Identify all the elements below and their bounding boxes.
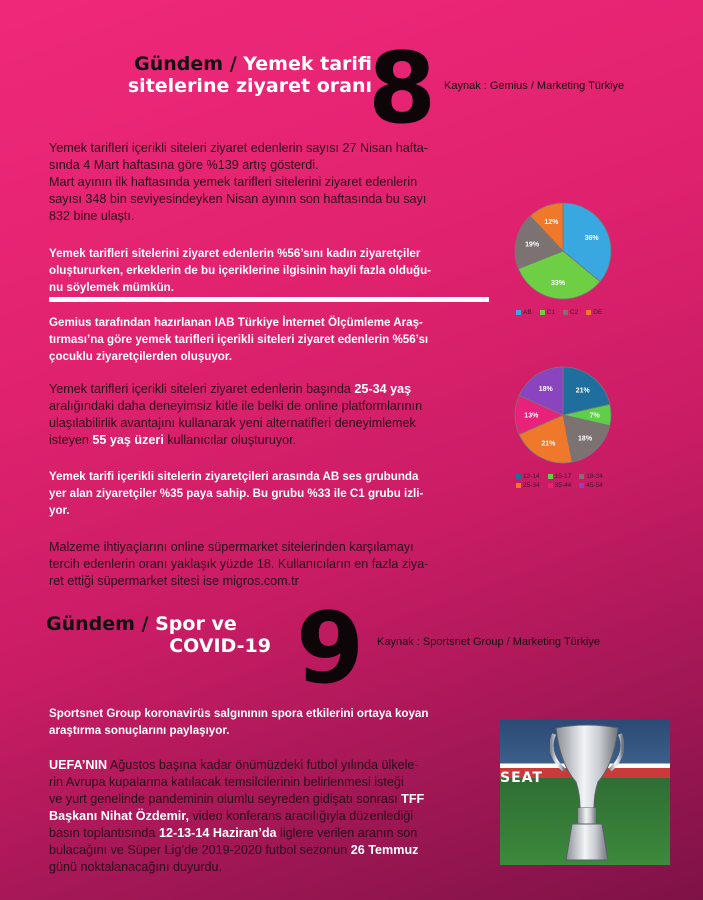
stadium-board-text: SEAT bbox=[500, 770, 543, 786]
legend-label: 18-24 bbox=[586, 473, 603, 480]
legend-swatch bbox=[516, 483, 521, 488]
legend-item bbox=[579, 482, 603, 489]
section9-title-prefix: Gündem / bbox=[46, 613, 149, 635]
section8-bold2 bbox=[49, 314, 509, 365]
section8-title-line1: Yemek tarifi bbox=[243, 53, 372, 75]
text-highlight: 25-34 yaş bbox=[354, 382, 412, 396]
chart-legend bbox=[512, 473, 614, 489]
legend-swatch bbox=[540, 310, 545, 315]
legend-item bbox=[586, 309, 602, 316]
pie-value-label: 12% bbox=[544, 219, 559, 227]
legend-label: C1 bbox=[546, 309, 555, 316]
text-line: tırması’na göre yemek tarifleri içerikli siteleri ziyaret edenlerin %56’sı bbox=[49, 333, 429, 346]
legend-label: 35-44 bbox=[554, 482, 572, 489]
legend-item bbox=[579, 473, 603, 480]
text-line: günü noktalanacağını duyurdu. bbox=[49, 860, 222, 874]
legend-label: 12-14 bbox=[523, 473, 540, 480]
section8-para2 bbox=[49, 381, 509, 449]
section9-bold1 bbox=[49, 705, 499, 739]
text-line: yer alan ziyaretçiler %35 paya sahip. Bu grubu %33 ile C1 grubu izli- bbox=[49, 487, 424, 500]
legend-swatch bbox=[516, 310, 521, 315]
text-run: liglere verilen aranın son bbox=[276, 826, 418, 840]
text-line: ret ettiği süpermarket sitesi ise migros.com.tr bbox=[49, 574, 299, 588]
text-line: Gemius tarafından hazırlanan IAB Türkiye İnternet Ölçümleme Araş- bbox=[49, 316, 423, 329]
text-line: sayısı 348 bin seviyesindeyken Nisan ayının son haftasında bu sayı bbox=[49, 192, 427, 206]
text-line: Sportsnet Group koronavirüs salgınının spora etkilerini ortaya koyan bbox=[49, 707, 429, 720]
pie-value-label: 19% bbox=[525, 241, 540, 249]
text-highlight: Başkanı Nihat Özdemir, bbox=[49, 809, 189, 823]
legend-label: C2 bbox=[569, 309, 579, 316]
section9-number: 9 bbox=[296, 592, 365, 706]
section9-title-line2: COVID-19 bbox=[169, 634, 271, 657]
text-run: Yemek tarifleri içerikli siteleri ziyaret edenlerin başında bbox=[49, 382, 355, 396]
legend-swatch bbox=[579, 474, 584, 479]
text-line: Malzeme ihtiyaçlarını online süpermarket sitelerinden karşılamayı bbox=[49, 540, 414, 554]
legend-label: 45-54 bbox=[586, 482, 603, 489]
text-line: Mart ayının ilk haftasında yemek tarifleri sitelerini ziyaret edenlerin bbox=[49, 175, 418, 189]
text-line: nu söylemek mümkün. bbox=[49, 281, 174, 294]
text-line: Yemek tarifleri sitelerini ziyaret edenlerin %56’sını kadın ziyaretçiler bbox=[49, 247, 421, 260]
legend-swatch bbox=[586, 310, 591, 315]
legend-swatch bbox=[516, 474, 521, 479]
text-run: Ağustos başına kadar önümüzdeki futbol yılında ülkele- bbox=[107, 758, 419, 772]
text-highlight: 26 Temmuz bbox=[350, 843, 419, 857]
legend-label: DE bbox=[593, 309, 603, 316]
pie-value-label: 18% bbox=[538, 385, 553, 393]
text-run: kullanıcılar oluşturuyor. bbox=[163, 433, 297, 447]
section8-para3 bbox=[49, 539, 509, 590]
pie-value-label: 21% bbox=[575, 387, 590, 395]
section8-bold1 bbox=[49, 245, 509, 296]
trophy-icon bbox=[550, 724, 624, 862]
legend-item bbox=[563, 309, 578, 316]
section8-title-prefix: Gündem / bbox=[134, 53, 237, 75]
legend-swatch bbox=[579, 483, 584, 488]
text-line: tercih edenlerin oranı yaklaşık yüzde 18. Kullanıcıların en fazla ziya- bbox=[49, 557, 429, 571]
text-line: araştırma sonuçlarını paylaşıyor. bbox=[49, 724, 230, 737]
section8-number: 8 bbox=[368, 32, 437, 146]
text-line: 832 bine ulaştı. bbox=[49, 209, 135, 223]
legend-swatch bbox=[548, 474, 553, 479]
text-highlight: 55 yaş üzeri bbox=[92, 433, 164, 447]
legend-label: AB bbox=[523, 309, 532, 316]
text-run: video konferans aracılığıyla düzenlediği bbox=[188, 809, 414, 823]
legend-item bbox=[516, 482, 540, 489]
legend-item bbox=[540, 309, 555, 316]
legend-label: 25-34 bbox=[523, 482, 540, 489]
text-line: ulaşılabilirlik avantajını kullanarak yeni alternatifleri deneyimlemek bbox=[49, 416, 416, 430]
pie-chart-svg bbox=[512, 200, 614, 302]
legend-swatch bbox=[563, 310, 568, 315]
section8-para1 bbox=[49, 140, 509, 225]
chart-legend bbox=[512, 309, 614, 316]
text-highlight: 12-13-14 Haziran’da bbox=[158, 826, 277, 840]
legend-item bbox=[516, 309, 532, 316]
text-run: ve yurt genelinde pandeminin olumlu seyreden gidişatı sonrası bbox=[49, 792, 402, 806]
legend-swatch bbox=[548, 483, 553, 488]
text-line: sında 4 Mart haftasına göre %139 artış gösterdi. bbox=[49, 158, 319, 172]
legend-item bbox=[516, 473, 540, 480]
text-line: rin Avrupa kupalarına katılacak temsilcilerinin belirlenmesi isteği bbox=[49, 775, 404, 789]
section8-title bbox=[82, 54, 372, 98]
pie-chart-svg bbox=[512, 364, 614, 466]
section8-source: Kaynak : Gemius / Marketing Türkiye bbox=[444, 80, 625, 92]
text-run: basın toplantısında bbox=[49, 826, 159, 840]
section9-source: Kaynak : Sportsnet Group / Marketing Türkiye bbox=[377, 636, 600, 648]
pie-value-label: 21% bbox=[541, 440, 556, 448]
pie-chart-ses bbox=[512, 200, 614, 316]
divider bbox=[49, 297, 489, 302]
legend-item bbox=[548, 482, 572, 489]
legend-item bbox=[548, 473, 572, 480]
text-line: yor. bbox=[49, 504, 70, 517]
text-line: Yemek tarifi içerikli sitelerin ziyaretçileri arasında AB ses grubunda bbox=[49, 470, 419, 483]
text-line: aralığındaki daha deneyimsiz kitle ile belki de online platformlarının bbox=[49, 399, 423, 413]
section8-bold3 bbox=[49, 468, 509, 519]
pie-value-label: 7% bbox=[589, 412, 600, 420]
text-highlight: UEFA’NIN bbox=[49, 758, 108, 772]
pie-value-label: 18% bbox=[578, 435, 593, 443]
section8-title-line2: sitelerine ziyaret oranı bbox=[127, 74, 372, 97]
text-line: oluştururken, erkeklerin de bu içeriklerine ilgisinin hayli fazla olduğu- bbox=[49, 264, 432, 277]
section9-para bbox=[49, 757, 499, 876]
text-run: bulacağını ve Süper Lig’de 2019-2020 futbol sezonun bbox=[49, 843, 351, 857]
pie-chart-age bbox=[512, 364, 614, 489]
text-run: isteyen bbox=[49, 433, 93, 447]
legend-label: 15-17 bbox=[554, 473, 572, 480]
section9-title bbox=[46, 614, 271, 658]
text-line: Yemek tarifleri içerikli siteleri ziyaret edenlerin sayısı 27 Nisan hafta- bbox=[49, 141, 428, 155]
pie-value-label: 33% bbox=[551, 279, 566, 287]
pie-value-label: 36% bbox=[584, 235, 599, 243]
text-highlight: TFF bbox=[401, 792, 425, 806]
section9-title-line1: Spor ve bbox=[155, 613, 237, 635]
trophy-photo bbox=[500, 720, 670, 865]
pie-value-label: 13% bbox=[524, 412, 539, 420]
text-line: çocuklu ziyaretçilerden oluşuyor. bbox=[49, 350, 232, 363]
